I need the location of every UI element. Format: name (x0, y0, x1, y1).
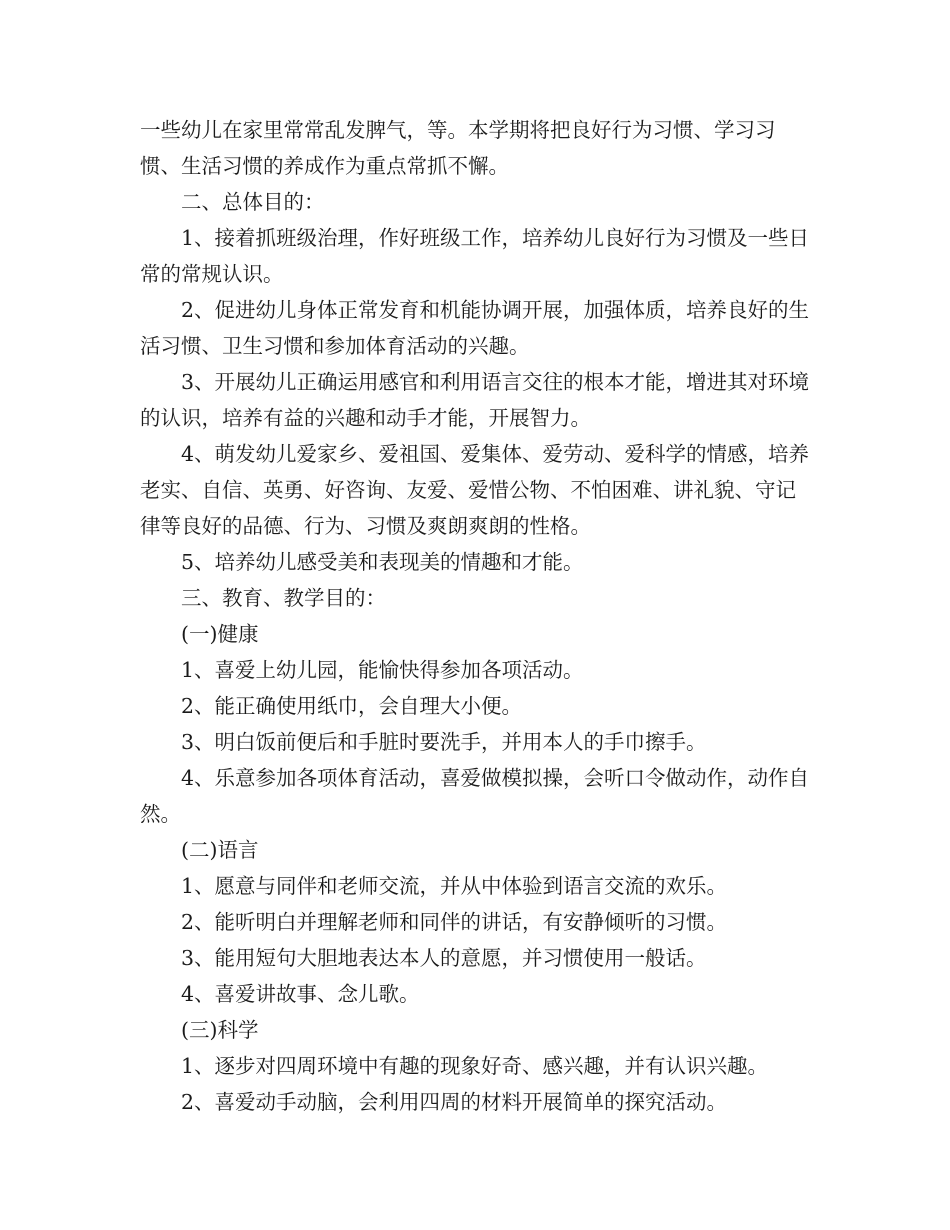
health-item-4: 4、乐意参加各项体育活动，喜爱做模拟操，会听口令做动作，动作自然。 (140, 766, 810, 826)
science-item-2: 2、喜爱动手动脑，会利用四周的材料开展简单的探究活动。 (181, 1090, 728, 1114)
health-item-3: 3、明白饭前便后和手脏时要洗手，并用本人的手巾擦手。 (181, 730, 707, 754)
goal-item-2: 2、促进幼儿身体正常发育和机能协调开展，加强体质，培养良好的生活习惯、卫生习惯和参加体育活动的兴趣。 (140, 298, 810, 358)
section-heading-teaching-goals: 三、教育、教学目的： (181, 586, 386, 610)
goal-item-1: 1、接着抓班级治理，作好班级工作，培养幼儿良好行为习惯及一些日常的常规认识。 (140, 226, 810, 286)
subheading-science: (三)科学 (181, 1018, 259, 1042)
subheading-language: (二)语言 (181, 838, 259, 862)
goal-item-4: 4、萌发幼儿爱家乡、爱祖国、爱集体、爱劳动、爱科学的情感，培养老实、自信、英勇、好咨询、友爱、爱惜公物、不怕困难、讲礼貌、守记律等良好的品德、行为、习惯及爽朗爽朗的性格。 (140, 442, 810, 538)
paragraph-intro-continuation: 一些幼儿在家里常常乱发脾气，等。本学期将把良好行为习惯、学习习惯、生活习惯的养成作为重点常抓不懈。 (140, 118, 776, 178)
health-item-2: 2、能正确使用纸巾，会自理大小便。 (181, 694, 523, 718)
language-item-4: 4、喜爱讲故事、念儿歌。 (181, 982, 420, 1006)
language-item-1: 1、愿意与同伴和老师交流，并从中体验到语言交流的欢乐。 (181, 874, 728, 898)
language-item-2: 2、能听明白并理解老师和同伴的讲话，有安静倾听的习惯。 (181, 910, 728, 934)
health-item-1: 1、喜爱上幼儿园，能愉快得参加各项活动。 (181, 658, 584, 682)
goal-item-3: 3、开展幼儿正确运用感官和利用语言交往的根本才能，增进其对环境的认识，培养有益的兴趣和动手才能，开展智力。 (140, 370, 810, 430)
language-item-3: 3、能用短句大胆地表达本人的意愿，并习惯使用一般话。 (181, 946, 707, 970)
subheading-health: (一)健康 (181, 622, 259, 646)
science-item-1: 1、逐步对四周环境中有趣的现象好奇、感兴趣，并有认识兴趣。 (181, 1054, 769, 1078)
goal-item-5: 5、培养幼儿感受美和表现美的情趣和才能。 (181, 550, 584, 574)
section-heading-overall-goals: 二、总体目的： (181, 190, 325, 214)
document-body (140, 112, 812, 1120)
